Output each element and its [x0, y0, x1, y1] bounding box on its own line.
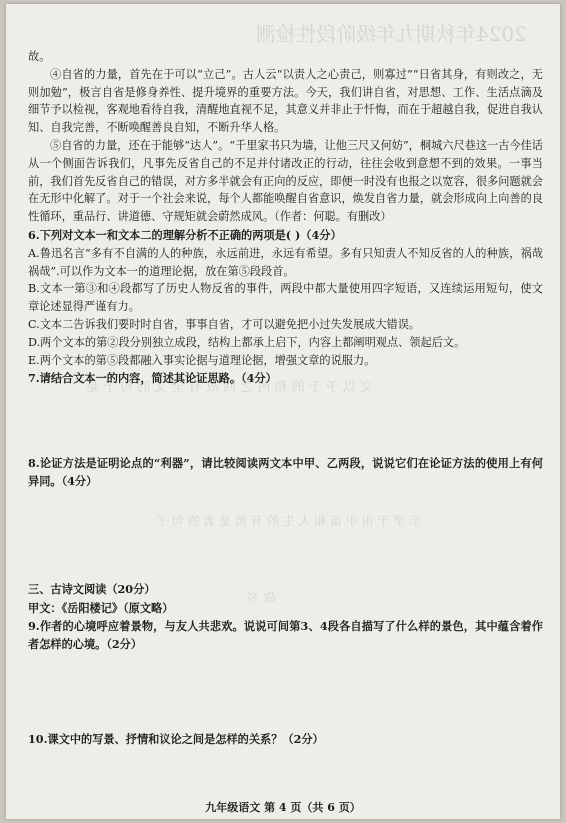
- question-6-option-e: E.两个文本的第⑤段都融入事实论据与道理论据，增强文章的说服力。: [28, 353, 376, 367]
- question-6-option-c: C.文本二告诉我们要时时自省，事事自省，才可以避免把小过失发展成大错误。: [28, 317, 421, 331]
- page-content: [28, 48, 543, 749]
- answer-space-9[interactable]: [28, 654, 543, 730]
- question-8: 8.论证方法是证明论点的“利器”，请比较阅读两文本中甲、乙两段，说说它们在论证方法的使用上有何异同。（4分）: [28, 456, 543, 488]
- question-9: 9.作者的心境呼应着景物，与友人共悲欢。说说可间第3、4段各自描写了什么样的景色，其中蕴含着作者怎样的心境。（2分）: [28, 619, 543, 652]
- bleed-through-text: 文 以 予 于 的 和 两 之 回 故 有 全 文 的 句 子 是: [86, 380, 374, 395]
- page-footer: 九年级语文 第 4 页（共 6 页）: [205, 801, 361, 814]
- question-6-option-d: D.两个文本的第②段分别独立成段，结构上都承上启下，内容上都阐明观点、领起后文。: [28, 335, 466, 349]
- bleed-through-text: 故 乡: [246, 591, 277, 606]
- answer-space-7[interactable]: [28, 388, 543, 454]
- passage-paragraph-5: ⑤自省的力量，还在于能够“达人”。“千里家书只为墙，让他三尺又何妨”，桐城六尺巷这一古今佳话从一个侧面告诉我们，凡事先反省自己的不足并付诸改正的行动，往往会收到意想不到的效果。一事当前，我们首先反省自己的错误，对方多半就会有正向的反应，即便一时没有也报之以宽容，很多问题就会在无形中化解了。对于一个社会来说，每个人都能唤醒自省意识，焕发自省力量，就会形成向上向善的良性循环，重品行、讲道德、守规矩就会蔚然成风。（作者：何聪。有删改）: [28, 138, 543, 224]
- section-source: 甲文：《岳阳楼记》（原文略）: [28, 600, 174, 615]
- question-6-option-a: A.鲁迅名言“多有不自满的人的种族，永远前进，永远有希望。多有只知责人不知反省的人的种族，祸哉祸哉”.可以作为文本一的道理论据，放在第⑤段段首。: [28, 246, 543, 278]
- passage-paragraph-4: ④自省的力量，首先在于可以“立己”。古人云“以责人之心责己，则寡过”“日省其身，有则改之，无则加勉”，极言自省是修身养性、提升境界的重要方法。今天，我们讲自省，对思想、工作、生活点滴及细节予以检视，客观地看待自我，清醒地直视不足，其意义并非止于忏悔，而在于超越自我，促进自我认知、自我完善，不断唤醒善良自知，不断升华人格。: [28, 67, 543, 135]
- question-6-option-b: B.文本一第③和④段都写了历史人物反省的事件，两段中都大量使用四字短语，又连续运用短句，使文章论述显得严谨有力。: [28, 282, 543, 314]
- bleed-through-text: 示 学 于 由 中 宙 和 人 生 的 有 照 是 表 的 句 子: [156, 514, 422, 528]
- exam-page: [6, 4, 560, 819]
- answer-space-8[interactable]: [28, 491, 543, 567]
- bleed-through-header: 2024年秋期九年级阶段性检测: [256, 22, 527, 46]
- question-10: 10.课文中的写景、抒情和议论之间是怎样的关系？（2分）: [28, 731, 324, 746]
- passage-line: 故。: [28, 50, 51, 63]
- question-7: 7.请结合文本一的内容，简述其论证思路。（4分）: [28, 371, 277, 386]
- section-heading: 三、古诗文阅读（20分）: [28, 581, 156, 596]
- question-6: 6.下列对文本一和文本二的理解分析不正确的两项是( )（4分）: [28, 227, 342, 242]
